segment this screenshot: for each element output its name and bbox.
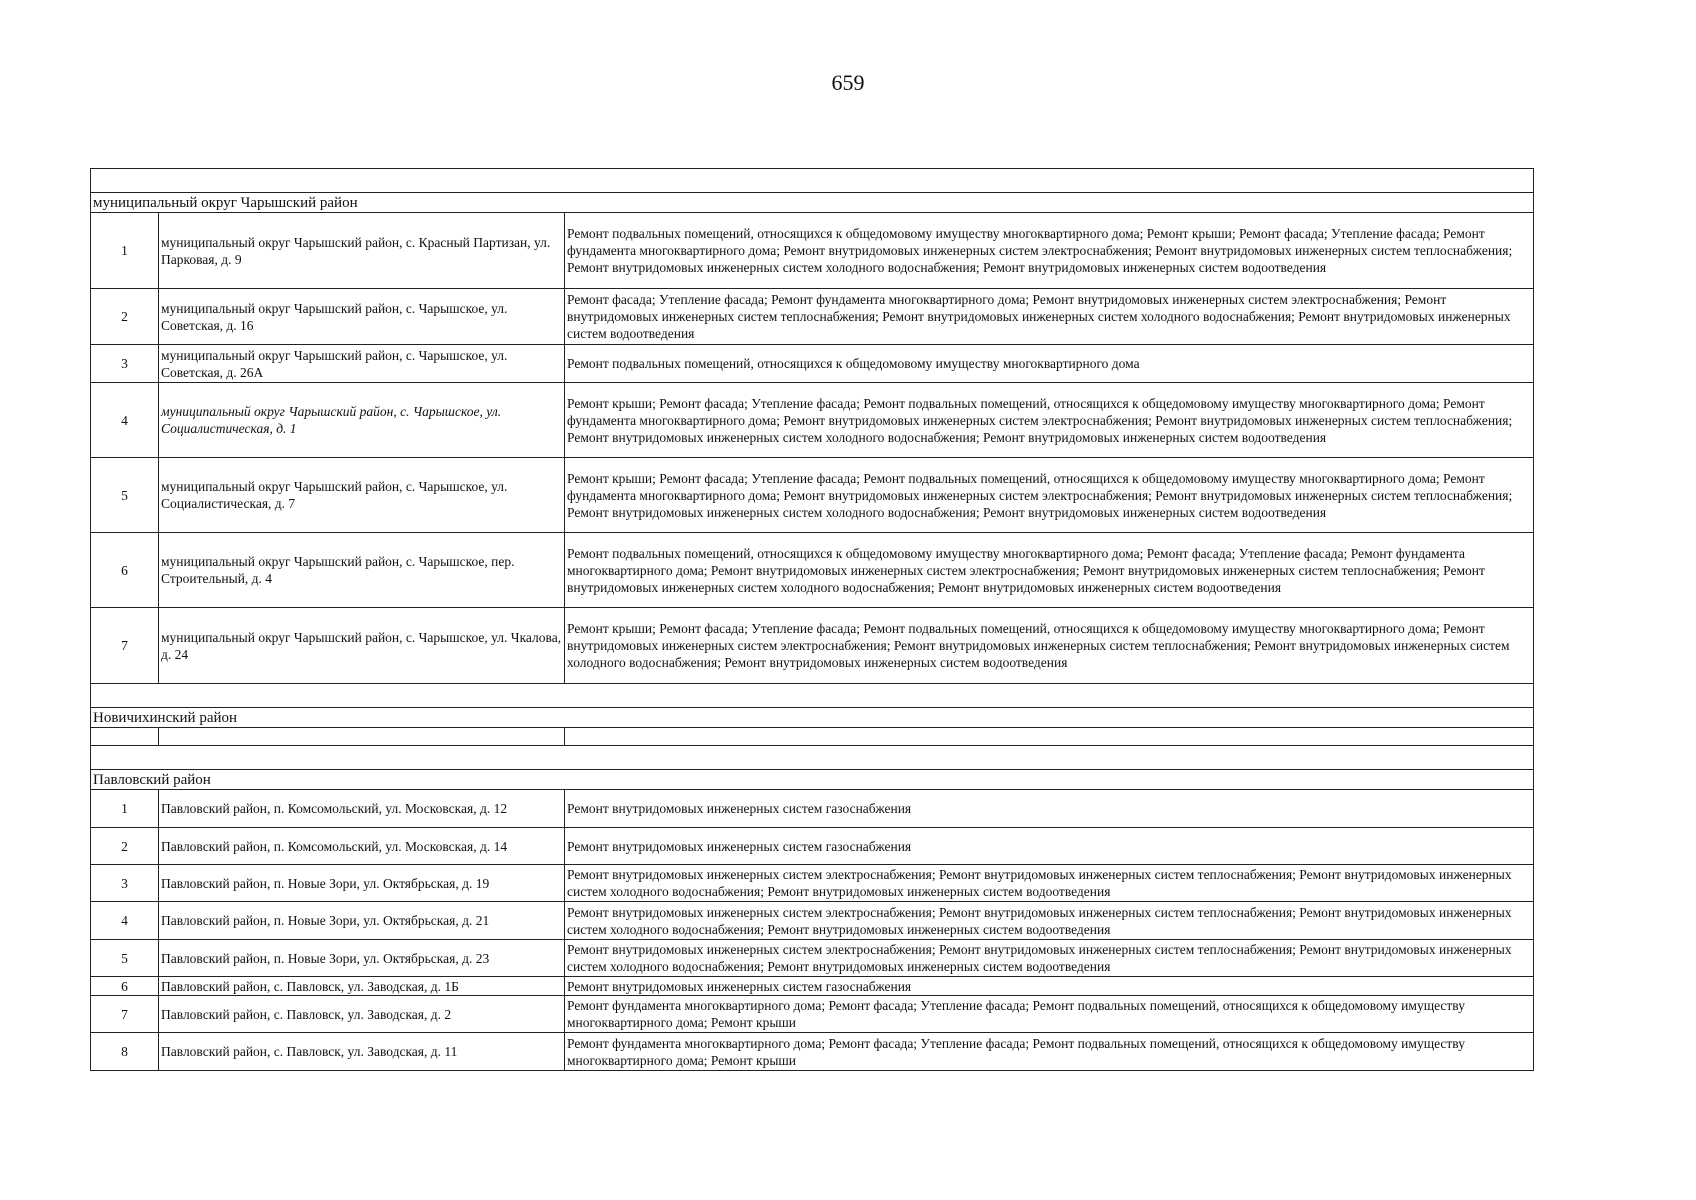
spacer-row [91, 746, 1534, 770]
table-row [91, 865, 1534, 902]
address-cell: муниципальный округ Чарышский район, с. Чарышское, ул. Социалистическая, д. 1 [159, 383, 565, 458]
table-row [91, 533, 1534, 608]
works-cell: Ремонт фасада; Утепление фасада; Ремонт фундамента многоквартирного дома; Ремонт внутридомовых инженерных систем электроснабжения; Ремонт внутридомовых инженерных систем теплоснабжения; Ремонт внутридомовых инженерных систем холодного водоснабжения; Ремонт внутридомовых инженерных систем водоотведения [565, 289, 1534, 345]
address-cell: Павловский район, п. Комсомольский, ул. Московская, д. 12 [159, 790, 565, 828]
row-number: 5 [91, 940, 159, 977]
row-number: 6 [91, 977, 159, 996]
works-cell: Ремонт внутридомовых инженерных систем электроснабжения; Ремонт внутридомовых инженерных систем теплоснабжения; Ремонт внутридомовых инженерных систем холодного водоснабжения; Ремонт внутридомовых инженерных систем водоотведения [565, 865, 1534, 902]
section-title: Новичихинский район [91, 708, 1534, 728]
row-number: 5 [91, 458, 159, 533]
spacer-cell [91, 684, 1534, 708]
empty-cell [565, 728, 1534, 746]
address-cell: муниципальный округ Чарышский район, с. Красный Партизан, ул. Парковая, д. 9 [159, 213, 565, 289]
works-cell: Ремонт внутридомовых инженерных систем газоснабжения [565, 828, 1534, 865]
address-cell: Павловский район, с. Павловск, ул. Заводская, д. 11 [159, 1033, 565, 1071]
spacer-cell [91, 746, 1534, 770]
row-number: 2 [91, 289, 159, 345]
table-row [91, 289, 1534, 345]
works-cell: Ремонт подвальных помещений, относящихся к общедомовому имуществу многоквартирного дома [565, 345, 1534, 383]
table-row [91, 383, 1534, 458]
address-cell: муниципальный округ Чарышский район, с. Чарышское, ул. Советская, д. 26А [159, 345, 565, 383]
address-cell: муниципальный округ Чарышский район, с. Чарышское, пер. Строительный, д. 4 [159, 533, 565, 608]
row-number: 1 [91, 213, 159, 289]
table-row [91, 458, 1534, 533]
address-cell: Павловский район, п. Новые Зори, ул. Октябрьская, д. 23 [159, 940, 565, 977]
repair-table-body [91, 169, 1534, 1071]
works-cell: Ремонт фундамента многоквартирного дома; Ремонт фасада; Утепление фасада; Ремонт подвальных помещений, относящихся к общедомовому имуществу многоквартирного дома; Ремонт крыши [565, 996, 1534, 1033]
table-row [91, 940, 1534, 977]
table-row [91, 790, 1534, 828]
address-cell: муниципальный округ Чарышский район, с. Чарышское, ул. Социалистическая, д. 7 [159, 458, 565, 533]
row-number: 3 [91, 345, 159, 383]
works-cell: Ремонт подвальных помещений, относящихся к общедомовому имуществу многоквартирного дома; Ремонт крыши; Ремонт фасада; Утепление фасада; Ремонт фундамента многоквартирного дома; Ремонт внутридомовых инженерных систем электроснабжения; Ремонт внутридомовых инженерных систем теплоснабжения; Ремонт внутридомовых инженерных систем холодного водоснабжения; Ремонт внутридомовых инженерных систем водоотведения [565, 213, 1534, 289]
row-number: 4 [91, 383, 159, 458]
row-number: 8 [91, 1033, 159, 1071]
table-row [91, 902, 1534, 940]
empty-cell [91, 728, 159, 746]
table-row [91, 213, 1534, 289]
address-cell: Павловский район, п. Комсомольский, ул. Московская, д. 14 [159, 828, 565, 865]
section-title: Павловский район [91, 770, 1534, 790]
row-number: 7 [91, 996, 159, 1033]
address-cell: муниципальный округ Чарышский район, с. Чарышское, ул. Советская, д. 16 [159, 289, 565, 345]
section-header-row [91, 770, 1534, 790]
works-cell: Ремонт внутридомовых инженерных систем газоснабжения [565, 977, 1534, 996]
row-number: 3 [91, 865, 159, 902]
table-row [91, 828, 1534, 865]
table-row [91, 1033, 1534, 1071]
row-number: 4 [91, 902, 159, 940]
repair-table [90, 168, 1534, 1071]
address-cell: Павловский район, п. Новые Зори, ул. Октябрьская, д. 21 [159, 902, 565, 940]
address-cell: Павловский район, с. Павловск, ул. Заводская, д. 2 [159, 996, 565, 1033]
section-title: муниципальный округ Чарышский район [91, 193, 1534, 213]
empty-cell [159, 728, 565, 746]
row-number: 1 [91, 790, 159, 828]
address-cell: Павловский район, с. Павловск, ул. Заводская, д. 1Б [159, 977, 565, 996]
empty-row [91, 728, 1534, 746]
table-row [91, 608, 1534, 684]
table-row [91, 996, 1534, 1033]
page-number: 659 [831, 70, 865, 95]
row-number: 6 [91, 533, 159, 608]
section-header-row [91, 708, 1534, 728]
spacer-row [91, 684, 1534, 708]
section-header-row [91, 193, 1534, 213]
spacer-row [91, 169, 1534, 193]
row-number: 2 [91, 828, 159, 865]
spacer-cell [91, 169, 1534, 193]
works-cell: Ремонт подвальных помещений, относящихся к общедомовому имуществу многоквартирного дома; Ремонт фасада; Утепление фасада; Ремонт фундамента многоквартирного дома; Ремонт внутридомовых инженерных систем электроснабжения; Ремонт внутридомовых инженерных систем теплоснабжения; Ремонт внутридомовых инженерных систем холодного водоснабжения; Ремонт внутридомовых инженерных систем водоотведения [565, 533, 1534, 608]
works-cell: Ремонт крыши; Ремонт фасада; Утепление фасада; Ремонт подвальных помещений, относящихся к общедомовому имуществу многоквартирного дома; Ремонт внутридомовых инженерных систем электроснабжения; Ремонт внутридомовых инженерных систем теплоснабжения; Ремонт внутридомовых инженерных систем холодного водоснабжения; Ремонт внутридомовых инженерных систем водоотведения [565, 608, 1534, 684]
row-number: 7 [91, 608, 159, 684]
table-row [91, 977, 1534, 996]
works-cell: Ремонт внутридомовых инженерных систем газоснабжения [565, 790, 1534, 828]
works-cell: Ремонт крыши; Ремонт фасада; Утепление фасада; Ремонт подвальных помещений, относящихся к общедомовому имуществу многоквартирного дома; Ремонт фундамента многоквартирного дома; Ремонт внутридомовых инженерных систем электроснабжения; Ремонт внутридомовых инженерных систем теплоснабжения; Ремонт внутридомовых инженерных систем холодного водоснабжения; Ремонт внутридомовых инженерных систем водоотведения [565, 458, 1534, 533]
table-row [91, 345, 1534, 383]
works-cell: Ремонт внутридомовых инженерных систем электроснабжения; Ремонт внутридомовых инженерных систем теплоснабжения; Ремонт внутридомовых инженерных систем холодного водоснабжения; Ремонт внутридомовых инженерных систем водоотведения [565, 902, 1534, 940]
works-cell: Ремонт внутридомовых инженерных систем электроснабжения; Ремонт внутридомовых инженерных систем теплоснабжения; Ремонт внутридомовых инженерных систем холодного водоснабжения; Ремонт внутридомовых инженерных систем водоотведения [565, 940, 1534, 977]
works-cell: Ремонт фундамента многоквартирного дома; Ремонт фасада; Утепление фасада; Ремонт подвальных помещений, относящихся к общедомовому имуществу многоквартирного дома; Ремонт крыши [565, 1033, 1534, 1071]
works-cell: Ремонт крыши; Ремонт фасада; Утепление фасада; Ремонт подвальных помещений, относящихся к общедомовому имуществу многоквартирного дома; Ремонт фундамента многоквартирного дома; Ремонт внутридомовых инженерных систем электроснабжения; Ремонт внутридомовых инженерных систем теплоснабжения; Ремонт внутридомовых инженерных систем холодного водоснабжения; Ремонт внутридомовых инженерных систем водоотведения [565, 383, 1534, 458]
address-cell: муниципальный округ Чарышский район, с. Чарышское, ул. Чкалова, д. 24 [159, 608, 565, 684]
address-cell: Павловский район, п. Новые Зори, ул. Октябрьская, д. 19 [159, 865, 565, 902]
